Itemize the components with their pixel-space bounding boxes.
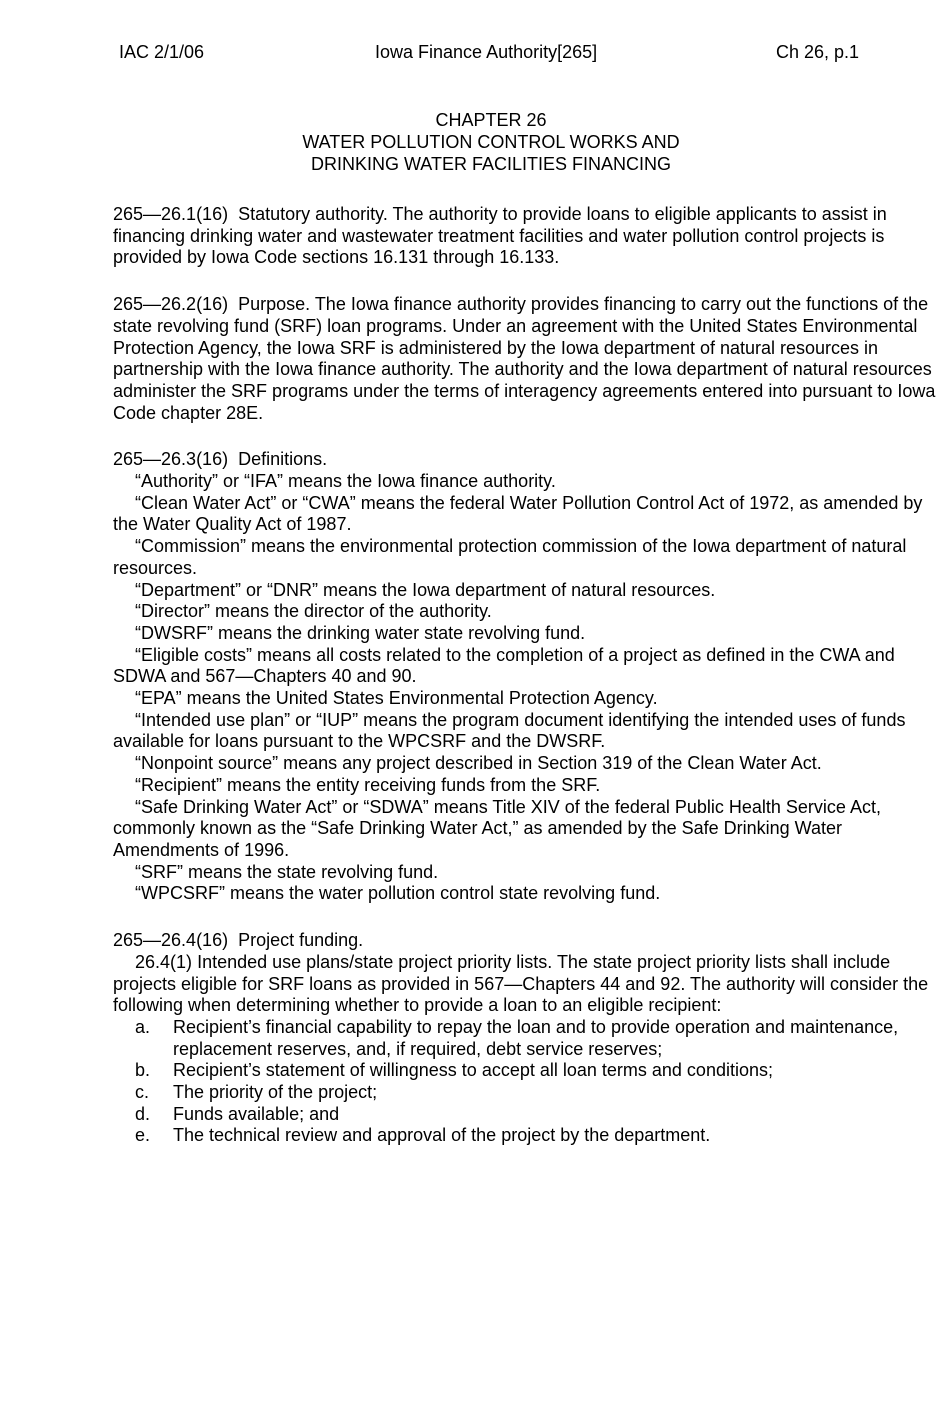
section-26-4 bbox=[113, 930, 937, 1147]
chapter-title bbox=[0, 109, 937, 175]
definition-eligible-costs: “Eligible costs” means all costs related to the completion of a project as defined in the CWA and SDWA and 567—Chapters 40 and 90. bbox=[113, 644, 895, 687]
list-item-label: c. bbox=[135, 1082, 150, 1103]
section-26-3 bbox=[113, 449, 937, 905]
section-heading: Purpose. bbox=[238, 294, 311, 315]
header-agency: Iowa Finance Authority[265] bbox=[375, 42, 598, 62]
chapter-number: CHAPTER 26 bbox=[435, 110, 547, 130]
list-item-text: Recipient’s financial capability to repay the loan and to provide operation and maintenance, replacement reserves, and, if required, debt service reserves; bbox=[173, 1016, 899, 1059]
section-number: 265—26.4(16) bbox=[113, 930, 229, 951]
list-item-b bbox=[113, 1060, 937, 1082]
definition-commission: “Commission” means the environmental protection commission of the Iowa department of natural resources. bbox=[113, 536, 907, 578]
section-26-2 bbox=[113, 294, 937, 424]
definition-clean-water-act: “Clean Water Act” or “CWA” means the federal Water Pollution Control Act of 1972, as amended by the Water Quality Act of 1987. bbox=[113, 492, 923, 535]
list-item-d bbox=[113, 1104, 937, 1126]
subrule-text: The state project priority lists shall include projects eligible for SRF loans as provided in 567—Chapters 44 and 92. The authority will consider the following when determining whether to provide a loan to an eligible recipient: bbox=[113, 951, 929, 1016]
definition-sdwa: “Safe Drinking Water Act” or “SDWA” means Title XIV of the federal Public Health Service Act, commonly known as the “Safe Drinking Water Act,” as amended by the Safe Drinking Water Amendments of 1996. bbox=[113, 796, 881, 860]
list-item-text: Recipient’s statement of willingness to accept all loan terms and conditions; bbox=[173, 1060, 773, 1081]
section-heading: Project funding. bbox=[238, 930, 364, 951]
section-paragraph bbox=[113, 294, 937, 424]
section-title-line bbox=[113, 449, 937, 471]
list-item-label: b. bbox=[135, 1060, 151, 1081]
section-text: The Iowa finance authority provides financing to carry out the functions of the state revolving fund (SRF) loan programs. Under an agreement with the United States Environmental Protection Agency, the Iowa SRF is administered by the Iowa department of natural resources in partnership with the Iowa finance authority. The authority and the Iowa department of natural resources administer the SRF programs under the terms of interagency agreements entered into pursuant to Iowa Code chapter 28E. bbox=[113, 294, 936, 423]
list-item-e bbox=[113, 1125, 937, 1147]
subrule-heading: Intended use plans/state project priority lists. bbox=[197, 951, 553, 972]
definition-intended-use-plan: “Intended use plan” or “IUP” means the program document identifying the intended uses of funds available for loans pursuant to the WPCSRF and the DWSRF. bbox=[113, 709, 906, 752]
chapter-title-line-2: DRINKING WATER FACILITIES FINANCING bbox=[310, 154, 672, 174]
section-26-1 bbox=[113, 204, 937, 269]
definition-recipient: “Recipient” means the entity receiving funds from the SRF. bbox=[135, 774, 601, 795]
section-text: The authority to provide loans to eligible applicants to assist in financing drinking water and wastewater treatment facilities and water pollution control projects is provided by Iowa Code sections 16.131 through 16.133. bbox=[113, 204, 887, 268]
document-body bbox=[113, 204, 937, 1172]
list-item-text: The priority of the project; bbox=[173, 1082, 378, 1103]
section-number: 265—26.3(16) bbox=[113, 449, 229, 470]
list-item-a bbox=[113, 1017, 937, 1060]
definition-department: “Department” or “DNR” means the Iowa department of natural resources. bbox=[135, 579, 716, 600]
list-item-label: d. bbox=[135, 1103, 151, 1124]
list-item-text: The technical review and approval of the project by the department. bbox=[173, 1125, 711, 1146]
definition-epa: “EPA” means the United States Environmental Protection Agency. bbox=[135, 688, 658, 709]
definition-authority: “Authority” or “IFA” means the Iowa finance authority. bbox=[135, 471, 556, 492]
definition-dwsrf: “DWSRF” means the drinking water state revolving fund. bbox=[135, 622, 586, 643]
section-heading: Statutory authority. bbox=[238, 204, 388, 224]
section-title-line bbox=[113, 930, 937, 952]
list-item-text: Funds available; and bbox=[173, 1103, 340, 1124]
chapter-title-line-1: WATER POLLUTION CONTROL WORKS AND bbox=[302, 132, 680, 152]
list-item-label: a. bbox=[135, 1016, 151, 1037]
subrule-number: 26.4(1) bbox=[135, 951, 193, 972]
page-header bbox=[0, 42, 937, 66]
section-heading: Definitions. bbox=[238, 449, 328, 470]
section-number: 265—26.2(16) bbox=[113, 294, 229, 315]
definition-srf: “SRF” means the state revolving fund. bbox=[135, 861, 439, 882]
header-page-ref: Ch 26, p.1 bbox=[776, 42, 860, 62]
section-number: 265—26.1(16) bbox=[113, 204, 229, 224]
definition-director: “Director” means the director of the authority. bbox=[135, 601, 492, 622]
list-item-label: e. bbox=[135, 1125, 151, 1146]
section-paragraph bbox=[113, 204, 937, 269]
list-item-c bbox=[113, 1082, 937, 1104]
definition-nonpoint-source: “Nonpoint source” means any project described in Section 319 of the Clean Water Act. bbox=[135, 753, 822, 774]
subrule-26-4-1 bbox=[113, 952, 937, 1017]
definition-wpcsrf: “WPCSRF” means the water pollution control state revolving fund. bbox=[135, 883, 661, 904]
header-code-date: IAC 2/1/06 bbox=[119, 42, 205, 62]
